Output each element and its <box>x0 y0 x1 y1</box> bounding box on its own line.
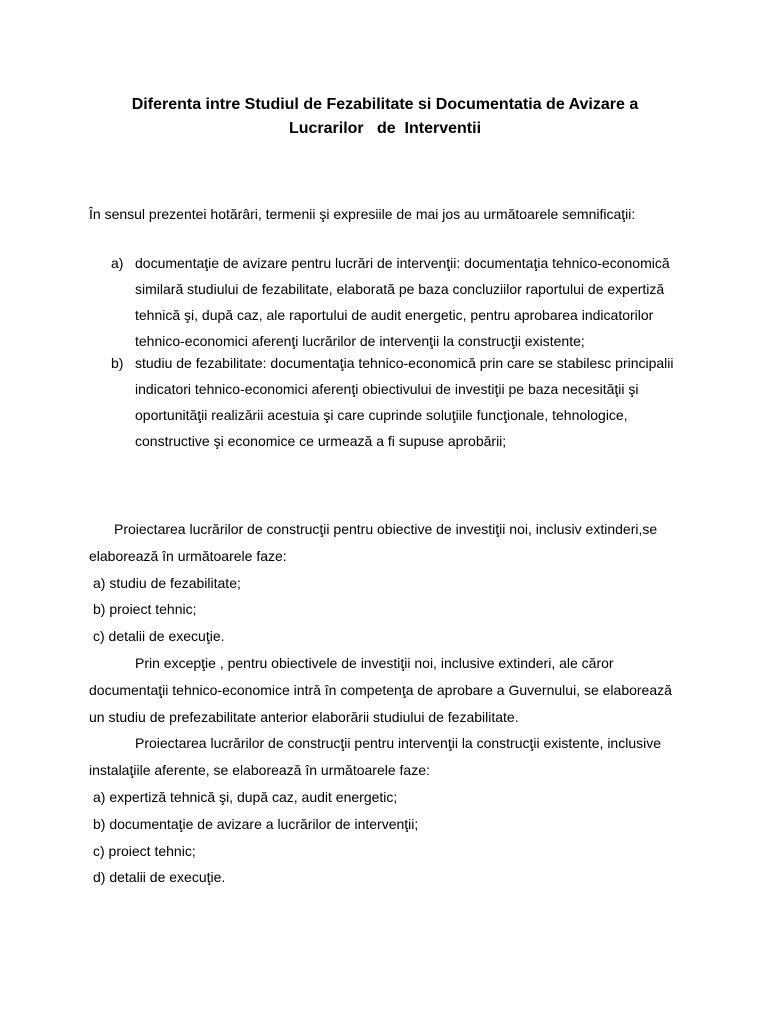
section3-phase-item: c) proiect tehnic; <box>93 842 196 859</box>
phases-section <box>89 516 689 891</box>
section1-intro-paragraph: Proiectarea lucrărilor de construcţii pentru obiective de investiţii noi, inclusiv extinderi,se elaborează în următoarele faze: <box>89 521 658 564</box>
definitions-list <box>89 250 689 454</box>
section3-phase-item: d) detalii de execuţie. <box>93 869 226 886</box>
document-title-line-1: Diferenta intre Studiul de Fezabilitate si Documentatia de Avizare a <box>131 96 639 113</box>
document-title-line-2: Lucrarilor de Interventii <box>288 120 482 137</box>
section2-exception-paragraph: Prin excepţie , pentru obiectivele de investiţii noi, inclusive extinderi, ale căror documentaţii tehnico-economice intră în competenţa de aprobare a Guvernului, se elaborează un studiu de prefezabilitate anterior elaborării studiului de fezabilitate. <box>89 654 672 725</box>
definition-item-b <box>89 350 689 454</box>
section3-phase-item: b) documentaţie de avizare a lucrărilor de intervenţii; <box>93 815 419 832</box>
section1-phase-item: a) studiu de fezabilitate; <box>93 574 241 591</box>
definition-text: studiu de fezabilitate: documentaţia tehnico-economică prin care se stabilesc principalii indicatori tehnico-economici aferenţi obiectivului de investiţii pe baza necesităţii şi oportunităţii realizării acestuia şi care cuprinde soluţiile funcţionale, tehnologice, constructive şi economice ce urmează a fi supuse aprobării; <box>135 355 674 449</box>
section1-phase-item: c) detalii de execuţie. <box>93 628 225 645</box>
section3-intro-paragraph: Proiectarea lucrărilor de construcţii pentru intervenţii la construcţii existente, inclusive instalaţiile aferente, se elaborează în următoarele faze: <box>89 735 662 779</box>
definition-marker: a) <box>111 255 124 271</box>
definition-text: documentaţie de avizare pentru lucrări de intervenţii: documentaţia tehnico-economică similară studiului de fezabilitate, elaborată pe baza concluziilor raportului de expertiză tehnică şi, după caz, ale raportului de audit energetic, pentru aprobarea indicatorilor tehnico-economici aferenţi lucrărilor de intervenţii la construcţii existente; <box>135 255 670 349</box>
definition-marker: b) <box>111 355 124 371</box>
definition-item-a <box>89 250 689 354</box>
intro-paragraph: În sensul prezentei hotărâri, termenii şi expresiile de mai jos au următoarele semnificaţii: <box>89 206 636 222</box>
section3-phase-item: a) expertiză tehnică şi, după caz, audit energetic; <box>93 788 398 805</box>
section1-phase-item: b) proiect tehnic; <box>93 601 197 618</box>
